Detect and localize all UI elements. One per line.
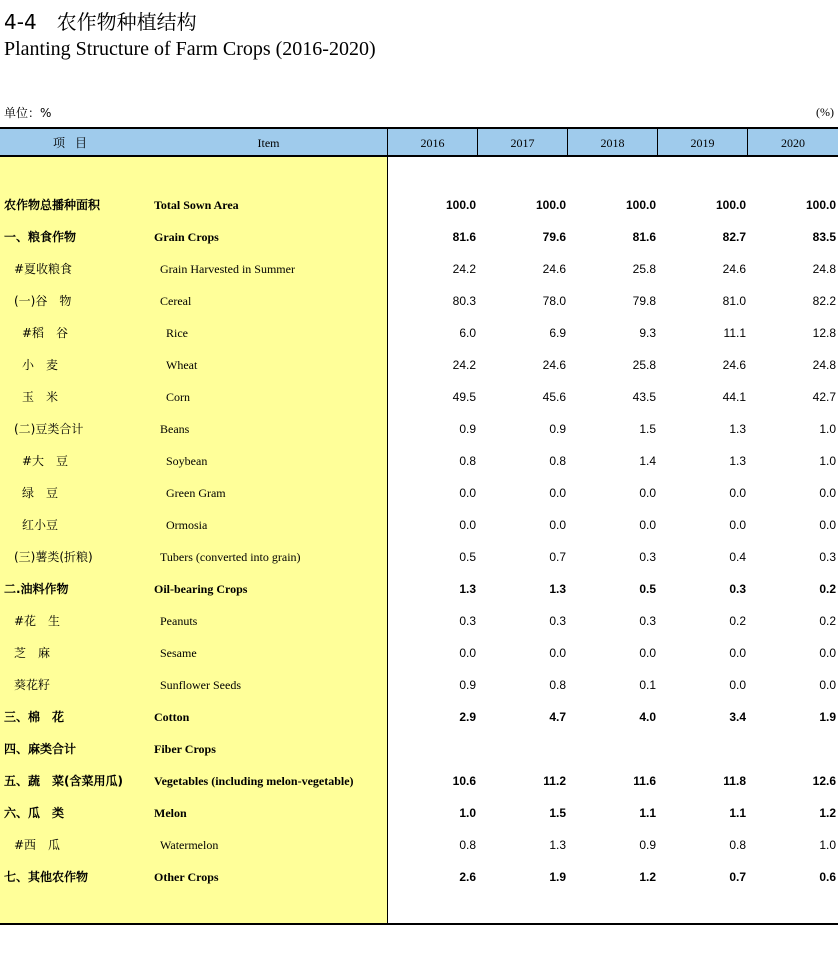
table-body xyxy=(0,157,838,925)
row-item-chinese: 农作物总播种面积 xyxy=(4,198,101,212)
row-value-2020: 0.0 xyxy=(819,486,836,500)
row-value-2018: 0.0 xyxy=(639,486,656,500)
row-value-2016: 10.6 xyxy=(452,774,476,788)
row-item-chinese: 绿 豆 xyxy=(22,486,59,500)
row-item-english: Cereal xyxy=(160,294,192,308)
row-value-2018: 0.5 xyxy=(639,582,656,596)
table-row xyxy=(0,285,838,317)
table-row xyxy=(0,733,838,765)
row-item-chinese: 五、蔬 菜(含菜用瓜) xyxy=(4,774,123,788)
header-year-2020: 2020 xyxy=(781,136,805,150)
row-value-2020: 1.0 xyxy=(819,838,836,852)
row-item-english: Fiber Crops xyxy=(154,742,216,756)
row-value-2018: 0.0 xyxy=(639,518,656,532)
page-title-chinese: 4-4 农作物种植结构 xyxy=(4,10,197,34)
header-year-2018: 2018 xyxy=(600,136,625,150)
row-item-english: Rice xyxy=(166,326,188,340)
row-value-2016: 0.5 xyxy=(459,550,476,564)
row-value-2020: 1.9 xyxy=(819,710,836,724)
row-value-2016: 0.0 xyxy=(459,646,476,660)
row-item-chinese: (三)薯类(折粮) xyxy=(14,550,93,564)
row-value-2016: 81.6 xyxy=(452,230,476,244)
row-item-english: Wheat xyxy=(166,358,198,372)
row-item-chinese: #稻 谷 xyxy=(22,326,69,340)
row-item-chinese: 小 麦 xyxy=(22,358,59,372)
row-value-2016: 0.9 xyxy=(459,422,476,436)
row-value-2017: 0.8 xyxy=(549,454,566,468)
row-item-chinese: (一)谷 物 xyxy=(14,294,72,308)
unit-label-chinese: 单位：% xyxy=(4,106,52,120)
table-row xyxy=(0,477,838,509)
row-item-english: Cotton xyxy=(154,710,190,724)
table-row xyxy=(0,189,838,221)
row-value-2019: 1.3 xyxy=(729,422,746,436)
row-value-2020: 24.8 xyxy=(812,358,836,372)
row-value-2019: 0.2 xyxy=(729,614,746,628)
table-row xyxy=(0,829,838,861)
row-item-english: Melon xyxy=(154,806,187,820)
row-value-2019: 24.6 xyxy=(722,262,746,276)
row-value-2017: 24.6 xyxy=(542,262,566,276)
row-value-2018: 0.1 xyxy=(639,678,656,692)
row-value-2016: 2.6 xyxy=(459,870,476,884)
row-value-2019: 81.0 xyxy=(722,294,746,308)
row-value-2016: 100.0 xyxy=(445,198,476,212)
row-value-2019: 0.0 xyxy=(729,678,746,692)
header-item-english: Item xyxy=(257,136,280,150)
row-value-2019: 24.6 xyxy=(722,358,746,372)
row-value-2020: 42.7 xyxy=(812,390,836,404)
row-value-2017: 0.7 xyxy=(549,550,566,564)
row-value-2017: 0.9 xyxy=(549,422,566,436)
row-value-2019: 3.4 xyxy=(729,710,746,724)
row-value-2017: 0.0 xyxy=(549,486,566,500)
row-value-2019: 0.8 xyxy=(729,838,746,852)
row-item-english: Vegetables (including melon-vegetable) xyxy=(154,774,354,788)
row-value-2017: 1.3 xyxy=(549,838,566,852)
row-value-2016: 24.2 xyxy=(452,358,476,372)
row-value-2018: 1.5 xyxy=(639,422,656,436)
row-item-chinese: #花 生 xyxy=(14,614,61,628)
row-value-2020: 1.2 xyxy=(819,806,836,820)
row-item-english: Sesame xyxy=(160,646,197,660)
row-item-chinese: (二)豆类合计 xyxy=(14,422,84,436)
header-year-2017: 2017 xyxy=(510,136,535,150)
row-item-english: Beans xyxy=(160,422,190,436)
row-item-english: Ormosia xyxy=(166,518,208,532)
table-row xyxy=(0,349,838,381)
row-value-2017: 0.3 xyxy=(549,614,566,628)
row-value-2018: 0.0 xyxy=(639,646,656,660)
row-value-2020: 0.0 xyxy=(819,678,836,692)
row-item-chinese: 三、棉 花 xyxy=(4,710,65,724)
row-value-2018: 25.8 xyxy=(632,262,656,276)
row-value-2019 xyxy=(666,733,746,765)
row-value-2020: 1.0 xyxy=(819,422,836,436)
table-row xyxy=(0,701,838,733)
row-value-2020: 12.6 xyxy=(812,774,836,788)
row-value-2019: 0.0 xyxy=(729,646,746,660)
row-item-english: Total Sown Area xyxy=(154,198,239,212)
row-item-chinese: 红小豆 xyxy=(22,518,59,532)
row-value-2017: 4.7 xyxy=(549,710,566,724)
row-value-2018: 79.8 xyxy=(632,294,656,308)
row-value-2017: 0.0 xyxy=(549,646,566,660)
row-value-2020: 0.2 xyxy=(819,614,836,628)
table-bottom-border xyxy=(0,923,838,925)
row-value-2016: 49.5 xyxy=(452,390,476,404)
row-value-2020: 0.0 xyxy=(819,646,836,660)
row-value-2020: 12.8 xyxy=(812,326,836,340)
row-item-chinese: 六、瓜 类 xyxy=(4,806,65,820)
row-value-2016: 80.3 xyxy=(452,294,476,308)
row-value-2017: 1.3 xyxy=(549,582,566,596)
row-value-2019: 0.7 xyxy=(729,870,746,884)
row-value-2020: 1.0 xyxy=(819,454,836,468)
row-item-chinese: #夏收粮食 xyxy=(14,262,73,276)
row-item-english: Soybean xyxy=(166,454,208,468)
row-value-2020: 82.2 xyxy=(812,294,836,308)
row-value-2017: 1.5 xyxy=(549,806,566,820)
row-value-2018: 1.1 xyxy=(639,806,656,820)
row-value-2017: 79.6 xyxy=(542,230,566,244)
row-value-2018 xyxy=(576,733,656,765)
header-item-chinese: 项目 xyxy=(52,136,97,150)
row-value-2019: 1.1 xyxy=(729,806,746,820)
row-value-2017: 0.0 xyxy=(549,518,566,532)
row-item-english: Corn xyxy=(166,390,190,404)
row-value-2017: 6.9 xyxy=(549,326,566,340)
row-value-2016: 0.0 xyxy=(459,486,476,500)
row-value-2019: 0.3 xyxy=(729,582,746,596)
row-value-2019: 11.1 xyxy=(723,326,746,340)
row-value-2019: 0.0 xyxy=(729,518,746,532)
row-value-2016: 1.0 xyxy=(459,806,476,820)
row-item-english: Other Crops xyxy=(154,870,219,884)
table-row xyxy=(0,509,838,541)
table-header xyxy=(0,127,838,157)
row-value-2018: 9.3 xyxy=(639,326,656,340)
header-year-2016: 2016 xyxy=(420,136,445,150)
table-row xyxy=(0,413,838,445)
row-value-2020: 0.0 xyxy=(819,518,836,532)
row-value-2016: 0.0 xyxy=(459,518,476,532)
row-value-2018: 25.8 xyxy=(632,358,656,372)
row-item-chinese: 芝 麻 xyxy=(14,646,51,660)
row-value-2016: 0.8 xyxy=(459,454,476,468)
table-row xyxy=(0,637,838,669)
row-value-2018: 81.6 xyxy=(632,230,656,244)
table-row xyxy=(0,765,838,797)
row-value-2018: 4.0 xyxy=(639,710,656,724)
row-value-2020: 0.3 xyxy=(819,550,836,564)
row-value-2018: 0.3 xyxy=(639,614,656,628)
table-row xyxy=(0,797,838,829)
row-value-2016 xyxy=(396,733,476,765)
row-item-english: Sunflower Seeds xyxy=(160,678,241,692)
row-value-2020: 83.5 xyxy=(812,230,836,244)
row-value-2019: 82.7 xyxy=(722,230,746,244)
row-value-2019: 0.0 xyxy=(729,486,746,500)
row-value-2016: 24.2 xyxy=(452,262,476,276)
table-row xyxy=(0,445,838,477)
row-item-chinese: 七、其他农作物 xyxy=(4,870,89,884)
row-value-2016: 0.9 xyxy=(459,678,476,692)
unit-label-english: (%) xyxy=(816,105,834,119)
table-row xyxy=(0,541,838,573)
row-value-2016: 0.8 xyxy=(459,838,476,852)
table-row xyxy=(0,221,838,253)
row-item-english: Grain Crops xyxy=(154,230,219,244)
row-value-2017: 45.6 xyxy=(542,390,566,404)
header-year-2019: 2019 xyxy=(690,136,715,150)
row-item-english: Tubers (converted into grain) xyxy=(160,550,301,564)
row-item-chinese: 四、麻类合计 xyxy=(4,742,77,756)
row-value-2017: 78.0 xyxy=(542,294,566,308)
row-value-2017: 11.2 xyxy=(543,774,566,788)
table-row xyxy=(0,605,838,637)
row-item-chinese: #西 瓜 xyxy=(14,838,61,852)
table-row xyxy=(0,381,838,413)
row-value-2018: 1.2 xyxy=(639,870,656,884)
row-value-2018: 11.6 xyxy=(633,774,656,788)
row-value-2020: 24.8 xyxy=(812,262,836,276)
row-value-2020 xyxy=(756,733,836,765)
row-item-chinese: 玉 米 xyxy=(22,390,59,404)
row-value-2019: 0.4 xyxy=(729,550,746,564)
row-value-2020: 0.2 xyxy=(819,582,836,596)
row-value-2016: 1.3 xyxy=(459,582,476,596)
row-value-2018: 0.3 xyxy=(639,550,656,564)
table-row xyxy=(0,573,838,605)
row-value-2017: 0.8 xyxy=(549,678,566,692)
table-row xyxy=(0,317,838,349)
table-row xyxy=(0,253,838,285)
row-value-2016: 0.3 xyxy=(459,614,476,628)
row-value-2018: 43.5 xyxy=(632,390,656,404)
row-value-2017: 24.6 xyxy=(542,358,566,372)
row-value-2019: 44.1 xyxy=(722,390,746,404)
row-item-english: Oil-bearing Crops xyxy=(154,582,248,596)
row-value-2018: 100.0 xyxy=(625,198,656,212)
row-value-2018: 0.9 xyxy=(639,838,656,852)
row-value-2017 xyxy=(486,733,566,765)
row-item-english: Peanuts xyxy=(160,614,198,628)
row-item-chinese: 二.油料作物 xyxy=(4,582,69,596)
row-value-2020: 100.0 xyxy=(805,198,836,212)
row-item-english: Grain Harvested in Summer xyxy=(160,262,295,276)
row-value-2019: 1.3 xyxy=(729,454,746,468)
row-value-2019: 100.0 xyxy=(715,198,746,212)
row-value-2019: 11.8 xyxy=(723,774,746,788)
page-title-english: Planting Structure of Farm Crops (2016-2020) xyxy=(4,38,376,60)
row-item-chinese: #大 豆 xyxy=(22,454,69,468)
row-value-2020: 0.6 xyxy=(819,870,836,884)
row-value-2018: 1.4 xyxy=(639,454,656,468)
row-item-chinese: 一、粮食作物 xyxy=(4,230,77,244)
row-value-2017: 100.0 xyxy=(535,198,566,212)
row-value-2016: 6.0 xyxy=(459,326,476,340)
row-item-english: Green Gram xyxy=(166,486,226,500)
row-value-2017: 1.9 xyxy=(549,870,566,884)
row-item-english: Watermelon xyxy=(160,838,219,852)
row-value-2016: 2.9 xyxy=(459,710,476,724)
table-row xyxy=(0,669,838,701)
table-row xyxy=(0,861,838,893)
row-item-chinese: 葵花籽 xyxy=(14,678,51,692)
